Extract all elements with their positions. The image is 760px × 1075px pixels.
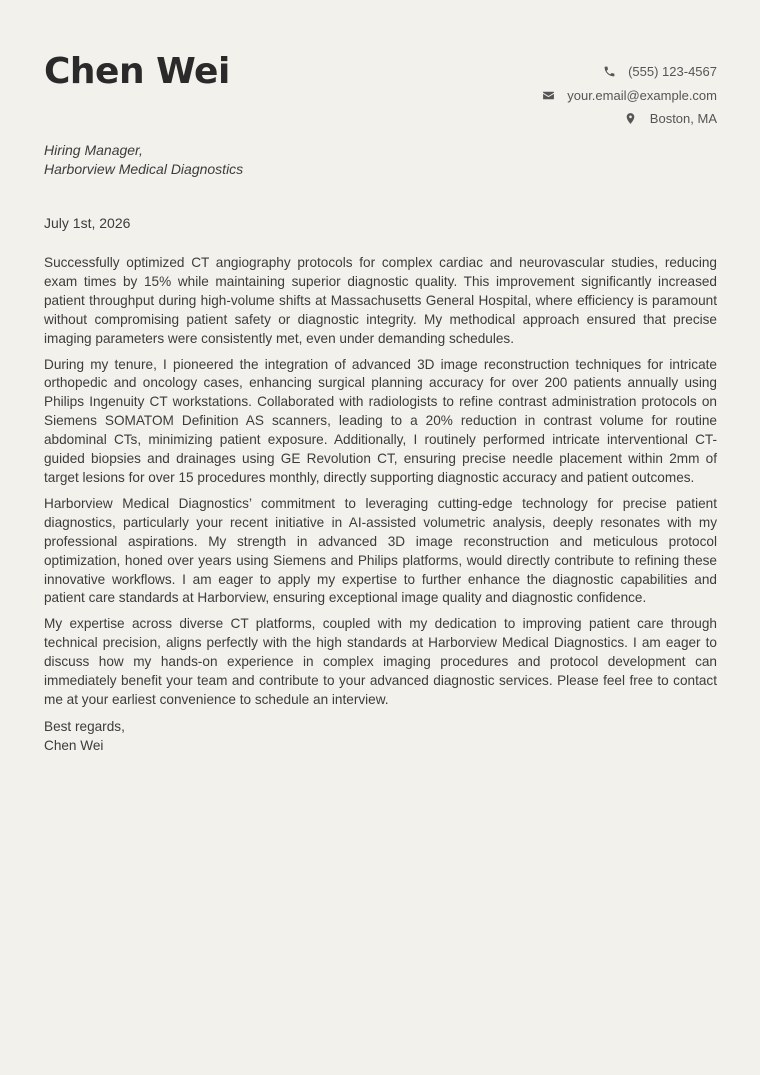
- envelope-icon: [541, 88, 555, 102]
- email-text: your.email@example.com: [567, 87, 717, 103]
- applicant-name: Chen Wei: [44, 51, 230, 92]
- paragraph: Successfully optimized CT angiography protocols for complex cardiac and neurovascular studies, reducing exam times by 15% while maintaining superior diagnostic quality. This improvement significantly increased patient throughput during high-volume shifts at Massachusetts General Hospital, where efficiency is paramount without compromising patient safety or diagnostic integrity. My methodical approach ensured that precise imaging parameters were consistently met, even under demanding schedules.: [44, 255, 717, 346]
- closing-block: [44, 717, 717, 755]
- closing-salutation: Best regards,: [44, 718, 125, 734]
- paragraph: My expertise across diverse CT platforms, coupled with my dedication to improving patient care through technical precision, aligns perfectly with the high standards at Harborview Medical Diagnostics. I am eager to discuss how my hands-on experience in complex imaging procedures and protocol development can immediately benefit your team and contribute to your advanced diagnostic services. Please feel free to contact me at your earliest convenience to schedule an interview.: [44, 616, 717, 707]
- map-pin-icon: [624, 112, 638, 126]
- cover-letter-page: [44, 0, 717, 753]
- paragraph: Harborview Medical Diagnostics’ commitment to leveraging cutting-edge technology for precise patient diagnostics, particularly your recent initiative in AI-assisted volumetric analysis, deeply resonates with my professional aspirations. My strength in advanced 3D image reconstruction and meticulous protocol optimization, honed over years using Siemens and Philips platforms, would directly contribute to refining these innovative workflows. I am eager to apply my expertise to further enhance the diagnostic capabilities and patient care standards at Harborview, ensuring exceptional image quality and diagnostic confidence.: [44, 495, 717, 606]
- letter-body: [44, 254, 717, 755]
- recipient-company: Harborview Medical Diagnostics: [44, 161, 244, 177]
- contact-email: [541, 84, 717, 108]
- recipient-title: Hiring Manager,: [44, 142, 143, 158]
- letter-date: July 1st, 2026: [44, 215, 131, 231]
- contact-info: [541, 60, 717, 131]
- contact-location: [541, 107, 717, 131]
- phone-icon: [602, 65, 616, 79]
- phone-text: (555) 123-4567: [628, 64, 717, 80]
- recipient-block: [44, 141, 243, 179]
- location-text: Boston, MA: [649, 111, 717, 127]
- letter-header: [44, 0, 717, 140]
- paragraph: During my tenure, I pioneered the integration of advanced 3D image reconstruction techniques for intricate orthopedic and oncology cases, enhancing surgical planning accuracy for over 200 patients annually using Philips Ingenuity CT workstations. Collaborated with radiologists to refine contrast administration protocols on Siemens SOMATOM Definition AS scanners, leading to a 20% reduction in contrast volume for routine abdominal CTs, minimizing patient exposure. Additionally, I routinely performed intricate interventional CT-guided biopsies and drainages using GE Revolution CT, ensuring precise needle placement within 2mm of target lesions for over 15 procedures monthly, directly supporting diagnostic accuracy and patient outcomes.: [44, 356, 717, 485]
- contact-phone: [541, 60, 717, 84]
- closing-signature: Chen Wei: [44, 737, 104, 753]
